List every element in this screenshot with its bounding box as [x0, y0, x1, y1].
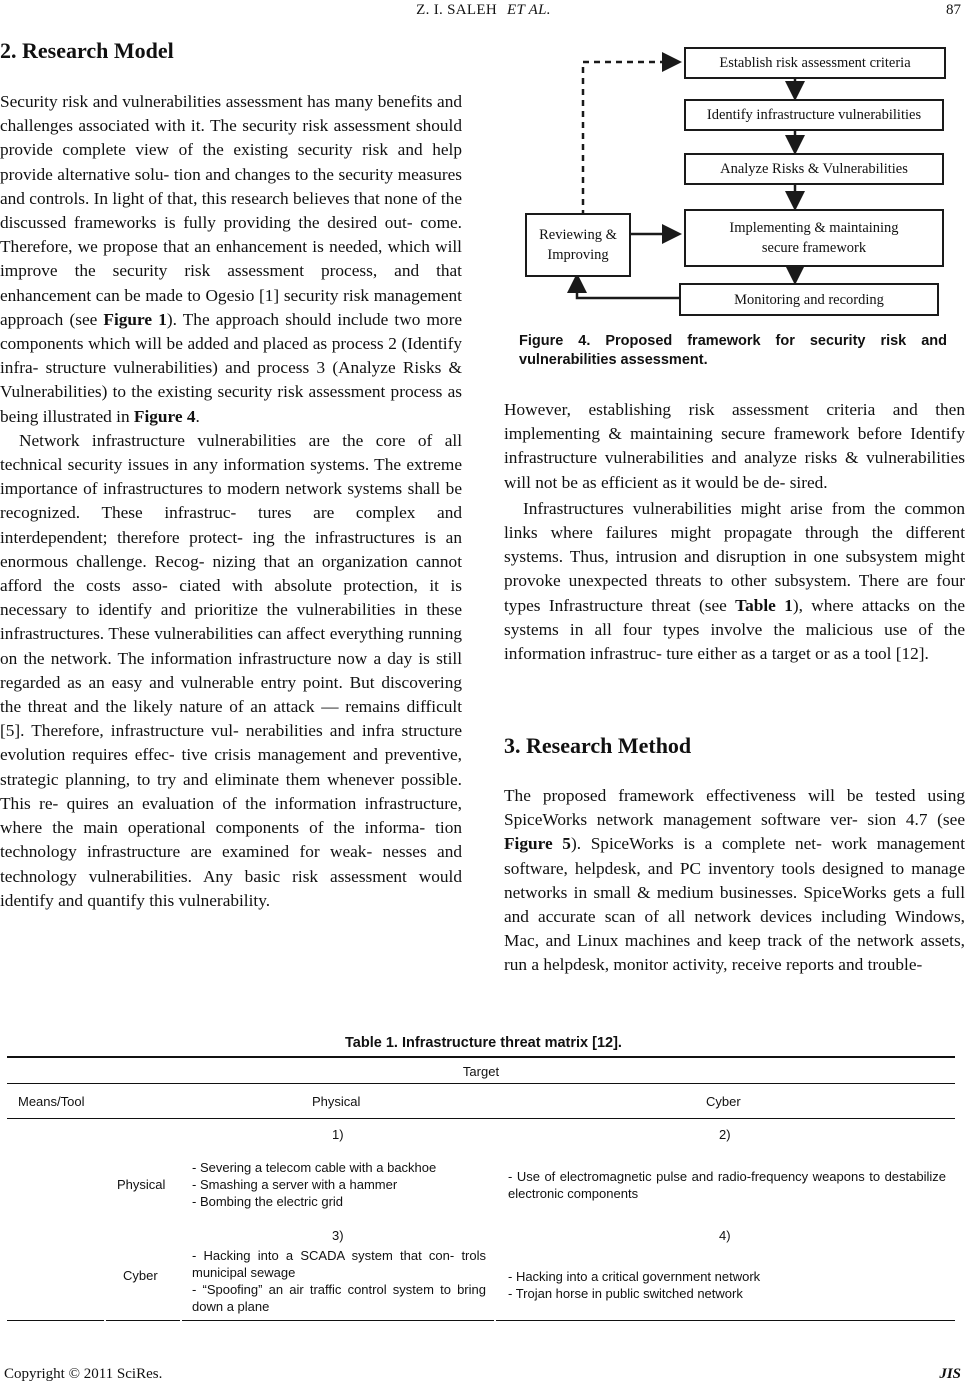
- header-author: Z. I. SALEH: [416, 2, 497, 18]
- paragraph: [504, 784, 965, 978]
- table-bottom-rule: [106, 1320, 180, 1321]
- text-run: Security risk and vulnerabilities assessment has many benefits and challenges associated with it. The security risk assessment should provide complete view of the existing security risk and help provide alternative solu- tion and changes to the security measures and controls. In light of that, this research believes that none of the discussed frameworks is fully providing the desired out- come. Therefore, we propose that an enhancement is needed, which will improve the security risk assessment process, and that enhancement can be made to Ogesio [1] security risk management approach (see: [0, 92, 462, 329]
- table-cell-line: - Trojan horse in public switched network: [508, 1286, 743, 1301]
- table-header-physical: Physical: [312, 1094, 361, 1109]
- flow-box-line: secure framework: [761, 240, 867, 256]
- table-cell-number: 3): [332, 1228, 344, 1243]
- table-rule: [7, 1083, 955, 1084]
- table-rule: [7, 1118, 955, 1119]
- figure-ref-link[interactable]: Figure 4: [133, 406, 196, 426]
- table-header-cyber: Cyber: [706, 1094, 741, 1109]
- table-cell-line: - Severing a telecom cable with a backhoe: [192, 1160, 437, 1175]
- table-cell-line: - Hacking into a SCADA system that con- trols municipal sewage: [192, 1248, 486, 1280]
- table-cell-number: 1): [332, 1127, 344, 1142]
- table-cell-line: - “Spoofing” an air traffic control system to bring down a plane: [192, 1282, 486, 1314]
- flow-box-analyze-risks: Analyze Risks & Vulnerabilities: [684, 153, 944, 185]
- table-header-target: Target: [462, 1064, 500, 1079]
- figure-ref-link[interactable]: Figure 1: [103, 309, 167, 329]
- paragraph: [0, 90, 462, 429]
- text-run: ), where attacks on the systems in all four types involve the malicious use of the information infrastruc- ture either as a target or as a tool [12].: [504, 595, 966, 664]
- flow-box-implementing: [684, 209, 944, 267]
- table-header-means-tool: Means/Tool: [18, 1094, 85, 1109]
- text-run: .: [195, 406, 200, 426]
- text-run: ). The approach should include two more components which will be added and placed as process 2 (Identify infra- structure vulnerabilities) and process 3 (Analyze Risks & Vulnerabilities) to the existing security risk assessment process as being illustrated in: [0, 309, 462, 426]
- right-column-text: [504, 398, 965, 666]
- footer-journal: JIS: [939, 1366, 961, 1382]
- flow-box-line: Improving: [547, 247, 609, 263]
- table-cell-line: - Bombing the electric grid: [192, 1194, 344, 1209]
- section-heading-research-method: 3. Research Method: [504, 733, 692, 758]
- table-cell-number: 4): [719, 1228, 731, 1243]
- left-column-text: [0, 90, 462, 913]
- paragraph: [504, 497, 965, 666]
- paragraph: However, establishing risk assessment criteria and then implementing & maintaining secure framework before Identify infrastructure vulnerabilities and analyze risks & vulnerabilities will not be as efficient as it would be de- sired.: [504, 400, 965, 492]
- table-cell-number: 2): [719, 1127, 731, 1142]
- footer-copyright: Copyright © 2011 SciRes.: [4, 1366, 163, 1382]
- flow-box-identify-vulnerabilities: Identify infrastructure vulnerabilities: [684, 99, 944, 131]
- section-heading-research-model: 2. Research Model: [0, 38, 174, 63]
- flow-box-reviewing: [525, 213, 631, 277]
- figure-ref-link[interactable]: Figure 5: [504, 834, 571, 854]
- table-bottom-rule: [496, 1320, 955, 1321]
- table-cell-physical-physical: [192, 1159, 484, 1210]
- flow-box-line: Reviewing &: [539, 227, 617, 243]
- text-run: The proposed framework effectiveness will be tested using SpiceWorks network management software ver- sion 4.7 (see: [504, 786, 965, 830]
- table-cell-cyber-cyber: [508, 1268, 946, 1302]
- running-header: [0, 2, 967, 19]
- flow-box-monitoring: Monitoring and recording: [679, 283, 939, 316]
- table-row-label-physical: Physical: [117, 1177, 166, 1192]
- table-ref-link[interactable]: Table 1: [735, 595, 793, 615]
- table-1-title: Table 1. Infrastructure threat matrix [12].: [345, 1035, 622, 1051]
- table-row-label-cyber: Cyber: [123, 1268, 158, 1283]
- text-run: Infrastructures vulnerabilities might arise from the common links where failures might propagate through the different systems. Thus, intrusion and disruption in one subsystem might provoke unexpected threats to other subsystem. There are four types Infrastructure threat (see: [504, 498, 965, 615]
- table-cell-cyber-physical: [192, 1247, 486, 1315]
- paragraph: Network infrastructure vulnerabilities are the core of all technical security issues in any information systems. The extreme importance of infrastructures to modern network systems shall be recognized. These infrastruc- tures are complex and interdependent; therefore protect- ing the infrastructures is an enormous challenge. Recog- nizing that an organization cannot afford the costs asso- ciated with absolute protection, it is necessary to identify and prioritize the vulnerabilities in these infrastructures. These vulnerabilities can affect everything running on the network. The information infrastructure now a day is still regarded as an easy and vulnerable entry point. But discovering the threat and the likely nature of an attack — remains difficult [5]. Therefore, infrastructure vul- nerabilities and infra structure evolution requires effec- tive crisis management and preventive, strategic planning, to try and eliminate them whenever possible. This re- quires an evaluation of the information infrastructure, where the main operational components of the informa- tion technology infrastructure are examined for weak- nesses and technology vulnerabilities. Any basic risk assessment would identify and quantify this vulnerability.: [0, 430, 462, 910]
- table-cell-line: - Hacking into a critical government network: [508, 1269, 761, 1284]
- table-bottom-rule: [182, 1320, 494, 1321]
- figure-4-caption: Figure 4. Proposed framework for security risk and vulnerabilities assessment.: [519, 333, 947, 368]
- table-cell-line: - Smashing a server with a hammer: [192, 1177, 398, 1192]
- right-column-text-2: [504, 784, 965, 978]
- table-top-rule: [7, 1056, 955, 1058]
- flow-box-establish-criteria: Establish risk assessment criteria: [684, 47, 946, 79]
- page-number: 87: [946, 2, 961, 18]
- header-etal: ET AL.: [507, 2, 551, 18]
- table-cell-physical-cyber: - Use of electromagnetic pulse and radio-frequency weapons to destabilize electronic components: [508, 1169, 946, 1201]
- text-run: ). SpiceWorks is a complete net- work management software, helpdesk, and PC inventory tools designed to manage networks in small & medium businesses. SpiceWorks gets a full and accurate scan of all network devices including Windows, Mac, and Linux machines and keep track of the network assets, run a helpdesk, monitor activity, receive reports and trouble-: [504, 834, 965, 975]
- table-bottom-rule: [7, 1320, 104, 1321]
- figure-4-flowchart: [515, 40, 967, 330]
- flow-box-line: Implementing & maintaining: [729, 220, 899, 236]
